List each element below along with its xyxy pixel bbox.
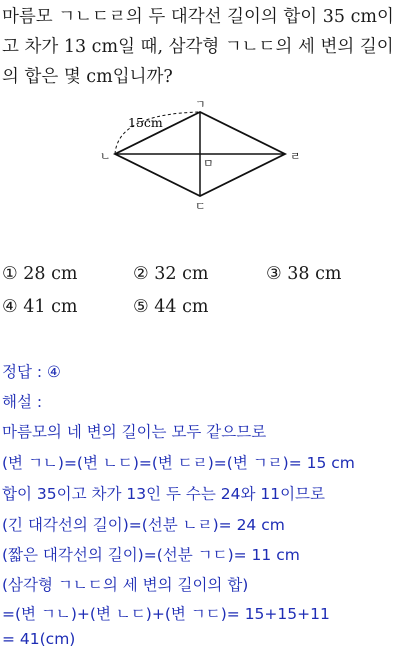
question-line-3: 의 합은 몇 cm입니까? [2,67,173,87]
option-4-number: ④ [2,297,18,317]
option-3-number: ③ [266,264,282,284]
option-1-number: ① [2,264,18,284]
option-2-text: 32 cm [154,264,209,284]
option-1-text: 28 cm [23,264,78,284]
question-line-1: 마름모 ㄱㄴㄷㄹ의 두 대각선 길이의 합이 35 cm이 [2,7,394,27]
vertex-label-bottom: ㄷ [195,200,206,210]
center-label: ㅁ [203,157,214,170]
vertex-label-top: ㄱ [195,98,206,111]
option-5[interactable] [133,297,209,317]
explanation-line-4: (긴 대각선의 길이)=(선분 ㄴㄹ)= 24 cm [2,516,285,534]
explanation-line-2: (변 ㄱㄴ)=(변 ㄴㄷ)=(변 ㄷㄹ)=(변 ㄱㄹ)= 15 cm [2,454,355,472]
explanation-line-6: (삼각형 ㄱㄴㄷ의 세 변의 길이의 합) [2,576,249,594]
explanation-line-7: =(변 ㄱㄴ)+(변 ㄴㄷ)+(변 ㄱㄷ)= 15+15+11 [2,605,330,623]
option-3-text: 38 cm [287,264,342,284]
explanation-heading: 해설 : [2,393,43,411]
answer-line: 정답 : ④ [2,363,61,381]
explanation-line-3: 합이 35이고 차가 13인 두 수는 24와 11이므로 [2,485,326,503]
vertex-label-right: ㄹ [290,150,301,163]
option-4[interactable] [2,297,78,317]
explanation-line-8: = 41(cm) [2,630,76,648]
option-5-text: 44 cm [154,297,209,317]
side-length-label: 15cm [128,115,163,130]
option-2-number: ② [133,264,149,284]
option-4-text: 41 cm [23,297,78,317]
option-2[interactable] [133,264,209,284]
question-line-2: 고 차가 13 cm일 때, 삼각형 ㄱㄴㄷ의 세 변의 길이 [2,37,394,57]
option-3[interactable] [266,264,342,284]
option-1[interactable] [2,264,78,284]
rhombus-figure [90,98,310,210]
explanation-line-1: 마름모의 네 변의 길이는 모두 같으므로 [2,423,267,441]
explanation-line-5: (짧은 대각선의 길이)=(선분 ㄱㄷ)= 11 cm [2,546,300,564]
vertex-label-left: ㄴ [100,150,111,163]
option-5-number: ⑤ [133,297,149,317]
